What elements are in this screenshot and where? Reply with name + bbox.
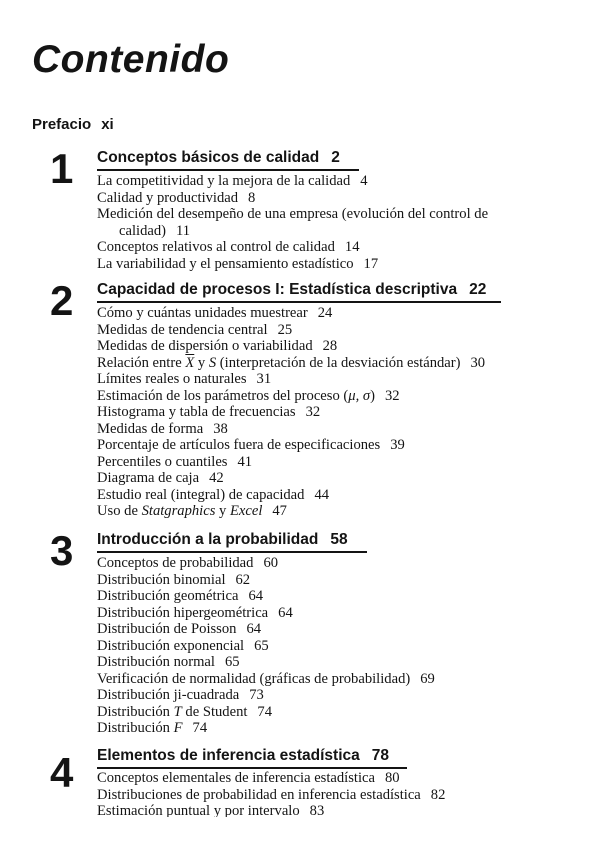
toc-entry (97, 638, 577, 655)
excel-name: Excel (229, 503, 263, 519)
entry-page: 74 (257, 703, 273, 720)
chapter-title: Introducción a la probabilidad (97, 531, 319, 548)
entry-text: Cómo y cuántas unidades muestrear (97, 305, 308, 321)
entry-text: Distribución binomial (97, 571, 226, 588)
entry-text-pre: Uso de (97, 503, 142, 519)
toc-entry (97, 487, 577, 504)
toc-entry (97, 470, 577, 487)
chapter-rule (97, 169, 359, 171)
mu-sigma-symbol: μ, σ (348, 387, 371, 404)
entry-text: Estimación puntual y por intervalo (97, 803, 300, 817)
entry-text: Calidad y productividad (97, 189, 239, 206)
entry-text: La competitividad y la mejora de la calidad (97, 173, 351, 189)
entry-text: Percentiles o cuantiles (97, 453, 228, 470)
entry-page: 38 (213, 420, 228, 437)
entry-text: Distribución geométrica (97, 588, 239, 604)
entry-page: 28 (322, 338, 338, 354)
toc-entry (97, 371, 577, 388)
entry-page: 14 (344, 239, 360, 255)
toc-entry (97, 687, 577, 704)
toc-entry (97, 173, 577, 190)
entry-text: Diagrama de caja (97, 470, 200, 486)
entry-page: 82 (430, 786, 446, 803)
toc-entry (97, 605, 577, 622)
toc-entry (97, 787, 577, 804)
entry-text-post: ) (370, 387, 375, 404)
entry-text: Conceptos relativos al control de calidad (97, 239, 335, 255)
entry-page: 41 (237, 453, 253, 470)
chapter-entries (97, 173, 577, 272)
entry-text: Verificación de normalidad (gráficas de probabilidad) (97, 670, 411, 687)
entry-page: 65 (254, 637, 269, 654)
entry-page: 62 (235, 571, 251, 588)
entry-text: Histograma y tabla de frecuencias (97, 404, 296, 420)
preface-page: xi (101, 116, 114, 133)
entry-text: Distribución normal (97, 654, 215, 670)
entry-text-mid: y (215, 503, 230, 519)
toc-entry (97, 338, 577, 355)
chapter-page: 2 (331, 149, 340, 166)
chapter-rule (97, 767, 407, 769)
chapter-rule (97, 551, 367, 553)
entry-text: La variabilidad y el pensamiento estadístico (97, 255, 354, 272)
entry-page: 24 (317, 305, 333, 321)
chapter-page: 78 (371, 747, 389, 764)
entry-page: 47 (272, 503, 287, 519)
toc-entry (97, 239, 577, 256)
entry-page: 60 (263, 555, 279, 571)
chapter-number: 3 (50, 527, 74, 574)
entry-text-post: (interpretación de la desviación estándar) (216, 354, 461, 371)
toc-entry (97, 803, 577, 817)
entry-page: 80 (384, 770, 400, 786)
toc-entry (97, 621, 577, 638)
entry-text-pre: Relación entre (97, 354, 186, 371)
chapter-heading (97, 746, 389, 766)
entry-text-post: de Student (181, 703, 248, 720)
entry-page: 44 (314, 486, 330, 503)
toc-entry (97, 206, 577, 239)
entry-text: Medidas de tendencia central (97, 321, 268, 338)
toc-entry (97, 437, 577, 454)
toc-entry (97, 256, 577, 273)
chapter-title: Capacidad de procesos I: Estadística descriptiva (97, 281, 458, 298)
t-symbol: T (173, 703, 182, 720)
chapter-heading (97, 148, 340, 168)
toc-entry (97, 503, 577, 520)
entry-page: 25 (277, 321, 293, 338)
preface-label: Prefacio (32, 116, 92, 133)
toc-entry (97, 454, 577, 471)
statgraphics-name: Statgraphics (141, 503, 216, 519)
toc-entry (97, 355, 577, 372)
entry-page: 8 (248, 189, 256, 206)
chapter-number: 4 (50, 749, 74, 796)
toc-entry (97, 322, 577, 339)
entry-text: Medición del desempeño de una empresa (evolución del control de (97, 206, 489, 222)
page-title: Contenido (32, 38, 230, 81)
entry-text-continued: calidad) (119, 222, 166, 239)
entry-text: Distribución exponencial (97, 637, 245, 654)
entry-page: 65 (224, 654, 240, 670)
f-symbol: F (173, 720, 183, 736)
x-bar-symbol: $\overline{X}$ (185, 354, 195, 371)
entry-text: Conceptos de probabilidad (97, 555, 254, 571)
entry-page: 32 (384, 387, 400, 404)
entry-text-pre: Distribución (97, 720, 174, 736)
s-symbol: S (208, 354, 217, 371)
entry-text-pre: Distribución (97, 703, 174, 720)
entry-text: Conceptos elementales de inferencia estadística (97, 770, 375, 786)
toc-entry (97, 421, 577, 438)
chapter-page: 58 (330, 531, 348, 548)
entry-text: Porcentaje de artículos fuera de especificaciones (97, 437, 381, 453)
entry-text-pre: Estimación de los parámetros del proceso ( (97, 387, 349, 404)
toc-entry (97, 190, 577, 207)
entry-page: 83 (309, 803, 325, 817)
toc-entry (97, 388, 577, 405)
toc-entry (97, 588, 577, 605)
entry-text: Límites reales o naturales (97, 371, 247, 387)
toc-entry (97, 770, 577, 787)
entry-text: Distribución ji-cuadrada (97, 687, 240, 703)
entry-text: Medidas de dispersión o variabilidad (97, 338, 313, 354)
entry-page: 74 (192, 720, 208, 736)
toc-entry (97, 671, 577, 688)
toc-entry (97, 720, 577, 737)
chapter-title: Conceptos básicos de calidad (97, 149, 320, 166)
entry-page: 39 (390, 437, 405, 453)
entry-page: 17 (363, 255, 379, 272)
preface-entry (32, 116, 114, 133)
entry-page: 4 (360, 173, 368, 189)
entry-text: Medidas de forma (97, 420, 204, 437)
entry-text: Distribución hipergeométrica (97, 604, 269, 621)
entry-page: 64 (248, 588, 264, 604)
chapter-title: Elementos de inferencia estadística (97, 747, 360, 764)
chapter-rule (97, 301, 501, 303)
entry-page: 64 (246, 621, 262, 637)
chapter-entries (97, 305, 577, 520)
entry-text-mid: y (194, 354, 209, 371)
toc-entry (97, 404, 577, 421)
entry-page: 69 (420, 670, 435, 687)
entry-page: 73 (249, 687, 264, 703)
entry-text: Estudio real (integral) de capacidad (97, 486, 305, 503)
entry-text: Distribución de Poisson (97, 621, 237, 637)
toc-entry (97, 654, 577, 671)
entry-page: 32 (305, 404, 321, 420)
entry-page: 64 (278, 604, 293, 621)
chapter-number: 1 (50, 145, 74, 192)
chapter-number: 2 (50, 277, 74, 324)
toc-entry (97, 704, 577, 721)
entry-page: 42 (209, 470, 224, 486)
toc-entry (97, 555, 577, 572)
entry-page: 30 (470, 354, 486, 371)
chapter-entries (97, 770, 577, 817)
chapter-heading (97, 280, 486, 300)
toc-entry (97, 572, 577, 589)
toc-entry (97, 305, 577, 322)
chapter-4 (0, 746, 600, 849)
chapter-heading (97, 530, 348, 550)
entry-text: Distribuciones de probabilidad en inferencia estadística (97, 786, 421, 803)
chapter-page: 22 (469, 281, 487, 298)
entry-page: 31 (256, 371, 272, 387)
chapter-entries (97, 555, 577, 737)
entry-page: 11 (176, 222, 191, 239)
